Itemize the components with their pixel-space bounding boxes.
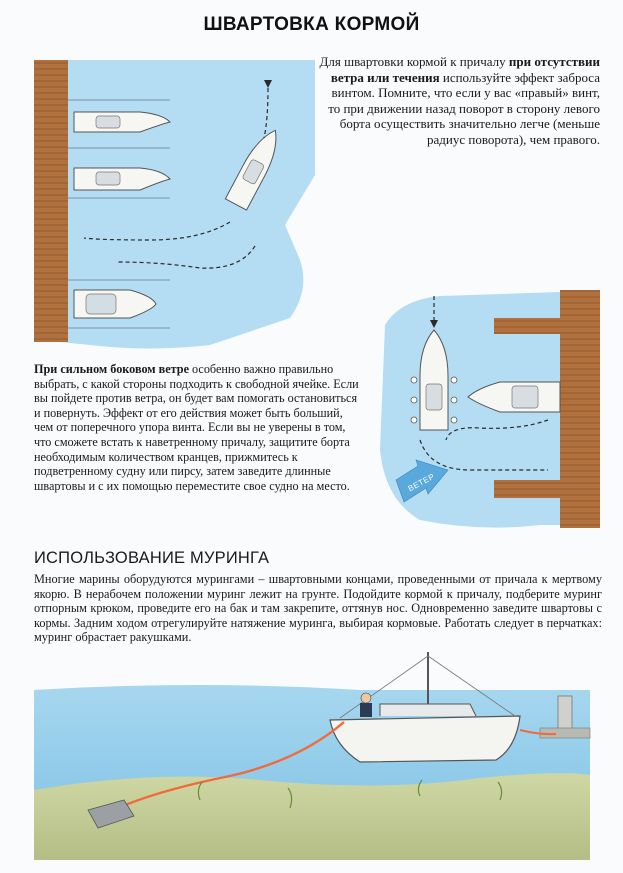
page-title: ШВАРТОВКА КОРМОЙ	[203, 14, 420, 35]
pier-right	[560, 290, 600, 528]
intro-text-pre: Для швартовки кормой к причалу	[319, 54, 509, 69]
diagram-mooring-line	[34, 652, 590, 860]
diagram-crosswind	[380, 290, 600, 528]
crosswind-paragraph	[34, 362, 364, 493]
mooring-heading: ИСПОЛЬЗОВАНИЕ МУРИНГА	[34, 549, 270, 567]
intro-text-bold: при отсутствии ветра или течения	[330, 54, 600, 85]
crosswind-text-bold: При сильном боковом ветре	[34, 362, 189, 376]
wind-label: ВЕТЕР	[406, 471, 437, 494]
dock-post	[558, 696, 572, 730]
pier-left	[34, 60, 68, 342]
crosswind-text-post: особенно важно правильно выбрать, с какой стороны подходить к свободной ячейке. Если вы пойдете против ветра, он будет вам помогать остановиться и повернуть. Эффект от его действия может быть больший, чем от поперечного упора винта. Если вы не уверены в том, что сможете встать к наветренному причалу, защитите борта необходимым количеством кранцев, прижмитесь к подветренному судну или пирсу, затем заведите длинные швартовы и с их помощью переместите свое судно на место.	[34, 362, 359, 493]
intro-text-post: используйте эффект заброса винтом. Помните, что если у вас «правый» винт, то при движении назад поворот в сторону левого борта осуществить значительно легче (меньше радиус поворота), чем правого.	[328, 69, 600, 147]
intro-paragraph	[318, 54, 600, 147]
mooring-paragraph: Многие марины оборудуются мурингами – швартовными концами, проведенными от причала к мертвому якорю. В нерабочем положении муринг лежит на грунте. Подойдите кормой к причалу, подберите муринг отпорным крюком, проведите его на бак и там закрепите, оттянув нос. Одновременно заведите швартовы с кормы. Задним ходом отрегулируйте натяжение муринга, выбирая кормовые. Работать следует в перчатках: муринг обрастает ракушками.	[34, 572, 602, 645]
diagram-stern-mooring	[34, 60, 315, 349]
